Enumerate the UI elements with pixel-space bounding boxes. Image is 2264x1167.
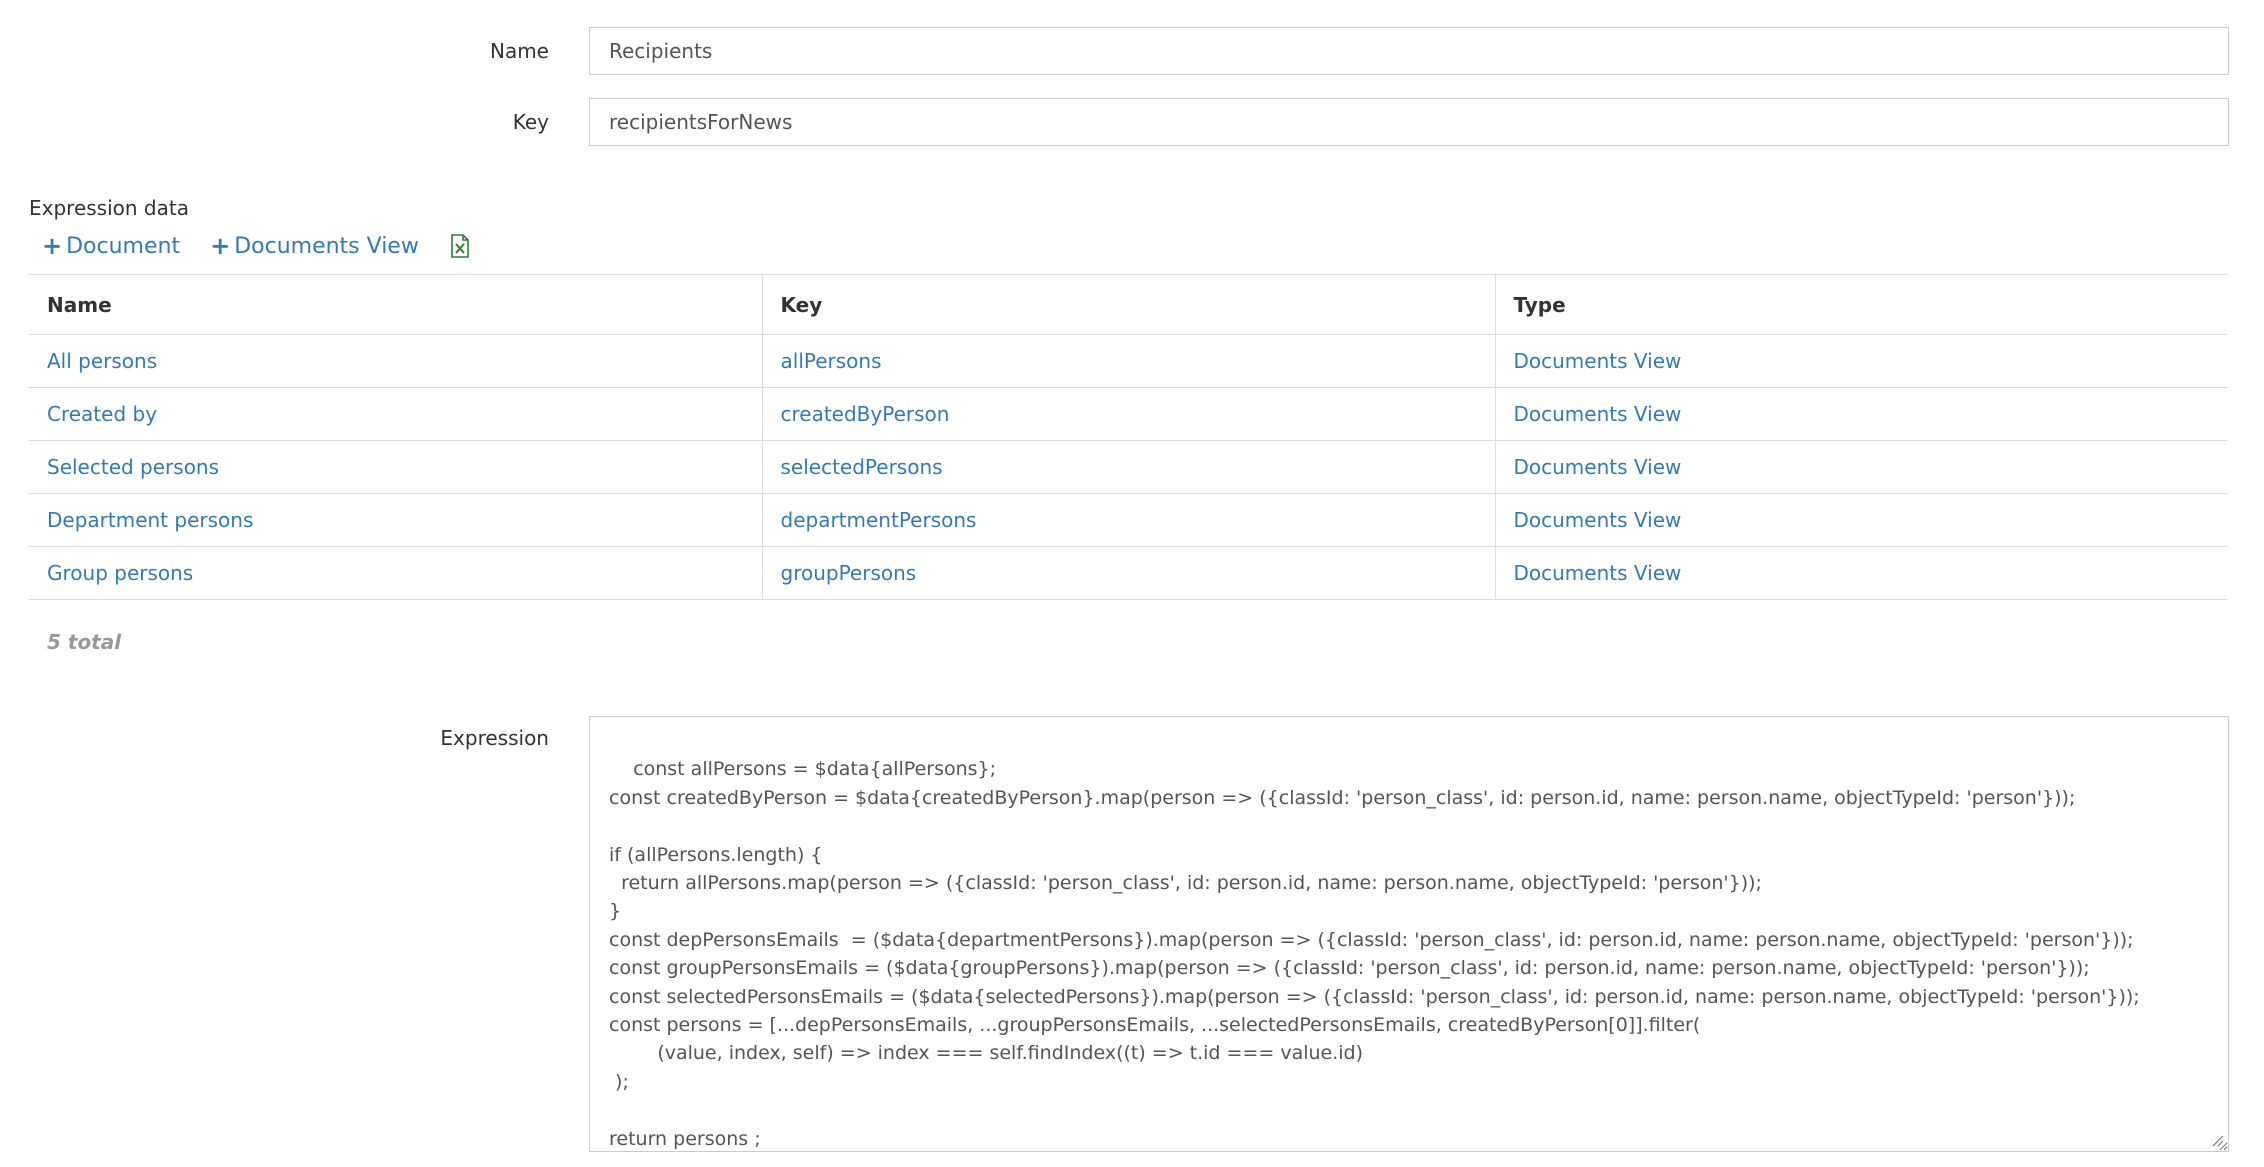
row-name-link[interactable]: Department persons — [47, 508, 254, 532]
resize-grip-icon[interactable] — [2210, 1133, 2224, 1147]
table-row[interactable] — [29, 335, 2227, 388]
row-key-link[interactable]: createdByPerson — [780, 402, 950, 426]
plus-icon: + — [210, 232, 231, 260]
row-name-cell — [29, 441, 762, 494]
expression-code: const allPersons = $data{allPersons}; const createdByPerson = $data{createdByPerson}.map(person => ({classId: 'person_class', id: person.id, name: person.name, objectTypeId: 'person'})); if (allPersons.length) { return allPersons.map(person => ({classId: 'person_class', id: person.id, name: person.name, objectTypeId: 'person'})); } const depPersonsEmails = ($data{departmentPersons}).map(person => ({classId: 'person_class', id: person.id, name: person.name, objectTypeId: 'person'})); const groupPersonsEmails = ($data{groupPersons}).map(person => ({classId: 'person_class', id: person.id, name: person.name, objectTypeId: 'person'})); const selectedPersonsEmails = ($data{selectedPersons}).map(person => ({classId: 'person_class', id: person.id, name: person.name, objectTypeId: 'person'})); const persons = [...depPersonsEmails, ...groupPersonsEmails, ...selectedPersonsEmails, createdByPerson[0]].filter( (value, index, self) => index === self.findIndex((t) => t.id === value.id) ); return persons ; — [609, 758, 2140, 1150]
row-key-link[interactable]: groupPersons — [780, 561, 917, 585]
row-name-link[interactable]: Created by — [47, 402, 158, 426]
name-input[interactable] — [589, 27, 2229, 75]
row-name-cell — [29, 335, 762, 388]
add-documents-view-label: Documents View — [234, 233, 419, 259]
row-name-link[interactable]: All persons — [47, 349, 158, 373]
row-name-link[interactable]: Selected persons — [47, 455, 220, 479]
table-header-row — [29, 275, 2227, 335]
row-key-cell — [762, 441, 1495, 494]
row-name-link[interactable]: Group persons — [47, 561, 194, 585]
name-label: Name — [489, 39, 549, 63]
row-name-cell — [29, 547, 762, 600]
expression-data-table — [29, 274, 2227, 600]
column-header-name[interactable]: Name — [29, 275, 762, 335]
row-name-cell — [29, 494, 762, 547]
expression-label: Expression — [440, 726, 549, 750]
add-document-label: Document — [66, 233, 181, 259]
row-key-cell — [762, 494, 1495, 547]
row-type-cell — [1495, 441, 2227, 494]
row-type-cell — [1495, 494, 2227, 547]
excel-export-icon[interactable] — [449, 234, 471, 258]
key-label: Key — [512, 110, 549, 134]
table-row[interactable] — [29, 388, 2227, 441]
row-type-cell — [1495, 335, 2227, 388]
row-key-cell — [762, 388, 1495, 441]
row-key-cell — [762, 335, 1495, 388]
row-type-link[interactable]: Documents View — [1513, 508, 1682, 532]
add-documents-view-button[interactable] — [210, 232, 419, 260]
add-document-button[interactable] — [42, 232, 180, 260]
row-name-cell — [29, 388, 762, 441]
row-type-link[interactable]: Documents View — [1513, 561, 1682, 585]
row-key-link[interactable]: allPersons — [780, 349, 882, 373]
row-type-cell — [1495, 388, 2227, 441]
expression-data-toolbar — [42, 230, 471, 262]
row-key-cell — [762, 547, 1495, 600]
table-row[interactable] — [29, 494, 2227, 547]
column-header-key[interactable]: Key — [762, 275, 1495, 335]
row-type-link[interactable]: Documents View — [1513, 349, 1682, 373]
row-type-cell — [1495, 547, 2227, 600]
expression-editor[interactable] — [589, 716, 2229, 1152]
row-type-link[interactable]: Documents View — [1513, 402, 1682, 426]
table-row[interactable] — [29, 441, 2227, 494]
column-header-type[interactable]: Type — [1495, 275, 2227, 335]
key-input[interactable] — [589, 98, 2229, 146]
expression-data-title: Expression data — [29, 196, 189, 220]
plus-icon: + — [42, 232, 63, 260]
row-key-link[interactable]: selectedPersons — [780, 455, 943, 479]
table-row[interactable] — [29, 547, 2227, 600]
total-count: 5 total — [47, 630, 122, 654]
row-key-link[interactable]: departmentPersons — [780, 508, 977, 532]
row-type-link[interactable]: Documents View — [1513, 455, 1682, 479]
